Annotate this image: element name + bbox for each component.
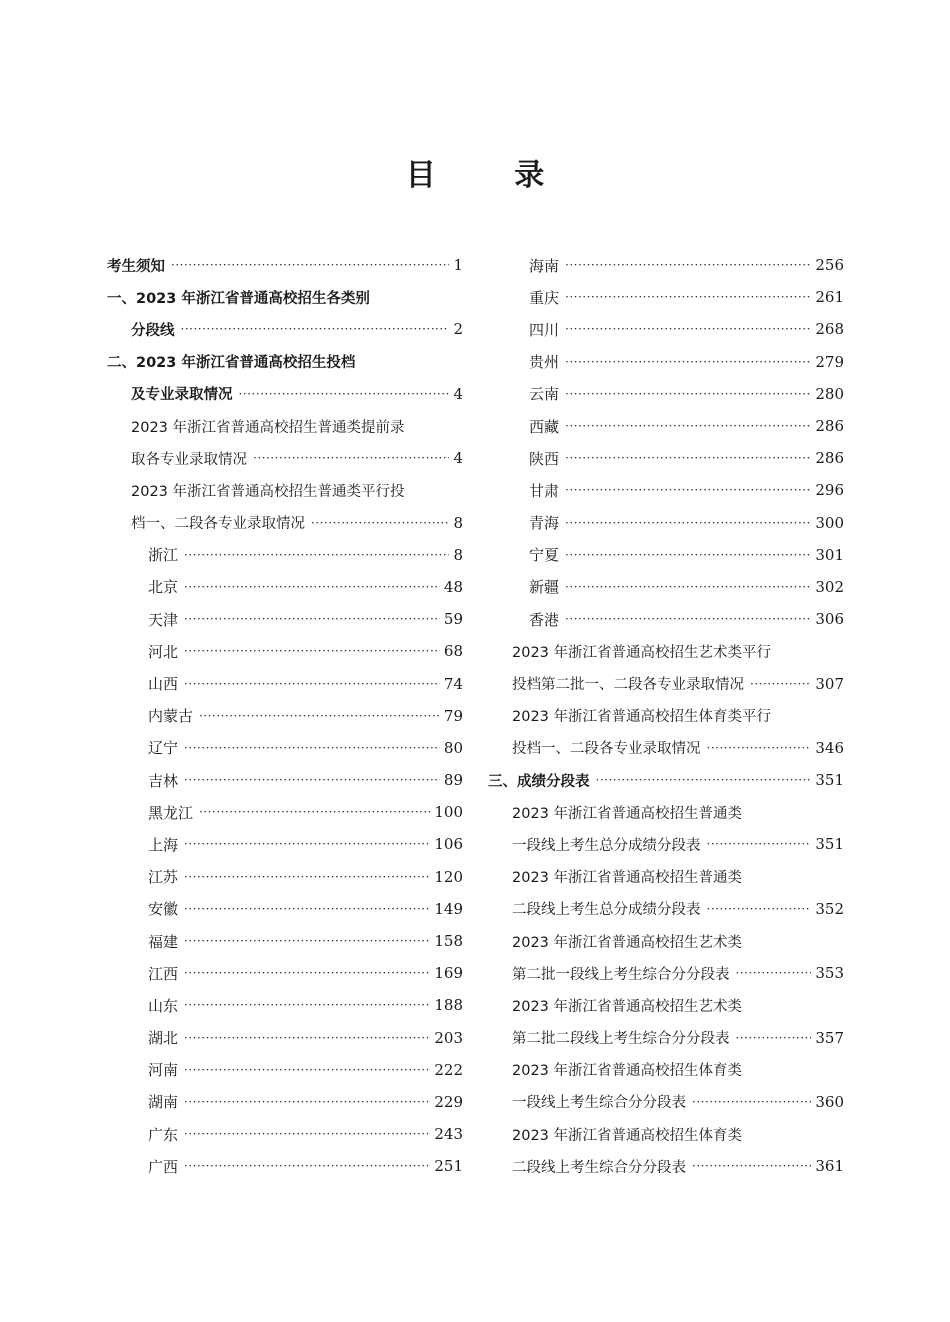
toc-entry-title: 取各专业录取情况: [131, 451, 247, 468]
toc-entry[interactable]: [488, 346, 844, 378]
toc-leader-dots: [184, 579, 440, 595]
toc-entry[interactable]: [488, 1118, 844, 1150]
toc-entry-title: 云南: [529, 385, 560, 404]
toc-entry-page: 300: [815, 513, 844, 532]
toc-leader-dots: [184, 933, 430, 949]
toc-entry-title: 及专业录取情况: [131, 387, 233, 404]
toc-entry-title: 一段线上考生总分成绩分段表: [512, 837, 701, 854]
toc-entry[interactable]: [488, 313, 844, 345]
toc-entry[interactable]: [107, 571, 463, 603]
toc-leader-dots: [565, 611, 811, 627]
toc-entry-page: 301: [815, 545, 844, 564]
toc-leader-dots: [750, 676, 811, 692]
toc-entry-page: 357: [815, 1028, 844, 1047]
toc-entry-title: 河北: [148, 642, 179, 661]
toc-entry-page: 4: [453, 384, 463, 403]
toc-leader-dots: [565, 321, 811, 337]
toc-entry-title: 2023 年浙江省普通高校招生艺术类: [512, 934, 743, 951]
toc-entry-page: 59: [443, 610, 463, 629]
toc-leader-dots: [184, 836, 430, 852]
toc-entry-page: 306: [815, 610, 844, 629]
toc-entry-page: 222: [434, 1060, 463, 1079]
toc-entry-page: 149: [434, 899, 463, 918]
toc-entry[interactable]: [107, 1086, 463, 1118]
toc-entry[interactable]: [488, 893, 844, 925]
toc-entry[interactable]: [107, 442, 463, 474]
toc-entry-title: 二段线上考生总分成绩分段表: [512, 902, 701, 919]
toc-entry-title: 新疆: [529, 578, 560, 597]
toc-leader-dots: [565, 547, 811, 563]
toc-entry-title: 安徽: [148, 900, 179, 919]
toc-entry-page: 346: [815, 738, 844, 757]
toc-leader-dots: [253, 450, 449, 466]
toc-entry-page: 100: [434, 803, 463, 822]
toc-entry-title: 四川: [529, 320, 560, 339]
toc-entry-page: 158: [434, 932, 463, 951]
toc-leader-dots: [184, 1126, 430, 1142]
toc-entry-page: 360: [815, 1092, 844, 1111]
toc-entry-title: 海南: [529, 256, 560, 275]
toc-leader-dots: [199, 708, 440, 724]
toc-entry-title: 江西: [148, 964, 179, 983]
toc-leader-dots: [692, 1094, 811, 1110]
toc-entry-page: 256: [815, 256, 844, 275]
toc-entry-page: 2: [453, 320, 463, 339]
toc-entry[interactable]: [488, 249, 844, 281]
toc-entry-title: 分段线: [131, 322, 175, 339]
toc-leader-dots: [184, 1158, 430, 1174]
toc-leader-dots: [184, 869, 430, 885]
toc-leader-dots: [596, 772, 812, 788]
toc-right-column: [488, 249, 844, 1182]
toc-entry-title: 广东: [148, 1125, 179, 1144]
toc-entry-page: 352: [815, 899, 844, 918]
toc-leader-dots: [565, 386, 811, 402]
toc-leader-dots: [184, 740, 440, 756]
toc-leader-dots: [692, 1158, 811, 1174]
toc-entry-title: 投档第二批一、二段各专业录取情况: [512, 677, 744, 694]
toc-entry-title: 江苏: [148, 868, 179, 887]
toc-entry-page: 280: [815, 384, 844, 403]
toc-leader-dots: [199, 804, 430, 820]
toc-entry[interactable]: [107, 474, 463, 506]
toc-entry-title: 浙江: [148, 546, 179, 565]
toc-entry-title: 2023 年浙江省普通高校招生体育类: [512, 1127, 743, 1144]
toc-leader-dots: [184, 772, 440, 788]
toc-entry[interactable]: [107, 378, 463, 410]
toc-leader-dots: [565, 418, 811, 434]
toc-entry-title: 投档一、二段各专业录取情况: [512, 741, 701, 758]
toc-entry-page: 307: [815, 674, 844, 693]
toc-entry-page: 251: [434, 1157, 463, 1176]
toc-entry-title: 河南: [148, 1061, 179, 1080]
toc-entry[interactable]: [488, 861, 844, 893]
toc-entry-title: 三、成绩分段表: [488, 773, 590, 790]
toc-entry[interactable]: [107, 893, 463, 925]
toc-leader-dots: [311, 515, 449, 531]
toc-entry[interactable]: [488, 507, 844, 539]
toc-leader-dots: [565, 289, 811, 305]
toc-entry-page: 261: [815, 288, 844, 307]
toc-entry[interactable]: [488, 989, 844, 1021]
toc-leader-dots: [184, 1094, 430, 1110]
toc-entry-title: 北京: [148, 578, 179, 597]
toc-entry[interactable]: [107, 700, 463, 732]
toc-entry[interactable]: [488, 410, 844, 442]
toc-entry[interactable]: [107, 313, 463, 345]
toc-entry[interactable]: [488, 1054, 844, 1086]
toc-leader-dots: [171, 257, 449, 273]
toc-entry-page: 68: [443, 642, 463, 661]
toc-entry[interactable]: [107, 796, 463, 828]
toc-entry-title: 西藏: [529, 417, 560, 436]
toc-entry-page: 229: [434, 1092, 463, 1111]
toc-entry[interactable]: [488, 635, 844, 667]
toc-entry-page: 8: [453, 545, 463, 564]
toc-entry-page: 79: [443, 706, 463, 725]
toc-leader-dots: [184, 1062, 430, 1078]
toc-leader-dots: [565, 450, 811, 466]
toc-entry-page: 8: [453, 513, 463, 532]
toc-leader-dots: [565, 482, 811, 498]
page-title: 目 录: [405, 158, 579, 193]
toc-entry[interactable]: [488, 603, 844, 635]
toc-leader-dots: [184, 676, 440, 692]
toc-entry[interactable]: [488, 539, 844, 571]
toc-entry-page: 120: [434, 867, 463, 886]
toc-entry-title: 湖北: [148, 1029, 179, 1048]
toc-leader-dots: [239, 386, 450, 402]
toc-entry-title: 吉林: [148, 771, 179, 790]
toc-entry[interactable]: [488, 1086, 844, 1118]
toc-entry-title: 陕西: [529, 449, 560, 468]
toc-entry-page: 351: [815, 771, 844, 790]
toc-entry[interactable]: [107, 507, 463, 539]
toc-entry[interactable]: [488, 764, 844, 796]
toc-entry[interactable]: [107, 1054, 463, 1086]
toc-entry-title: 二段线上考生综合分分段表: [512, 1159, 686, 1176]
toc-leader-dots: [184, 1030, 430, 1046]
toc-entry[interactable]: [488, 732, 844, 764]
toc-entry[interactable]: [488, 571, 844, 603]
toc-entry-page: 279: [815, 352, 844, 371]
toc-entry[interactable]: [107, 346, 463, 378]
toc-entry-title: 福建: [148, 932, 179, 951]
toc-entry-title: 档一、二段各专业录取情况: [131, 516, 305, 533]
toc-entry[interactable]: [488, 442, 844, 474]
toc-entry-title: 2023 年浙江省普通高校招生普通类平行投: [131, 483, 405, 500]
toc-entry-title: 2023 年浙江省普通高校招生普通类提前录: [131, 419, 405, 436]
toc-entry-title: 二、2023 年浙江省普通高校招生投档: [107, 355, 356, 372]
toc-entry-page: 296: [815, 481, 844, 500]
toc-entry-page: 361: [815, 1157, 844, 1176]
toc-entry[interactable]: [107, 925, 463, 957]
toc-entry-page: 169: [434, 964, 463, 983]
toc-entry-page: 188: [434, 996, 463, 1015]
toc-entry[interactable]: [107, 732, 463, 764]
toc-entry[interactable]: [488, 796, 844, 828]
toc-entry[interactable]: [107, 1150, 463, 1182]
toc-entry[interactable]: [488, 378, 844, 410]
toc-entry[interactable]: [107, 667, 463, 699]
toc-leader-dots: [565, 257, 811, 273]
toc-leader-dots: [707, 901, 812, 917]
toc-entry[interactable]: [488, 700, 844, 732]
toc-entry-page: 203: [434, 1028, 463, 1047]
toc-entry-title: 山西: [148, 675, 179, 694]
toc-entry[interactable]: [107, 1022, 463, 1054]
toc-entry-title: 天津: [148, 610, 179, 629]
toc-entry-title: 一段线上考生综合分分段表: [512, 1095, 686, 1112]
toc-entry[interactable]: [488, 281, 844, 313]
toc-entry-title: 上海: [148, 835, 179, 854]
toc-entry-title: 辽宁: [148, 739, 179, 758]
toc-entry-title: 2023 年浙江省普通高校招生艺术类: [512, 998, 743, 1015]
toc-entry-title: 第二批二段线上考生综合分分段表: [512, 1031, 730, 1048]
toc-entry-page: 286: [815, 417, 844, 436]
toc-entry[interactable]: [107, 1118, 463, 1150]
toc-entry-page: 286: [815, 449, 844, 468]
toc-entry[interactable]: [107, 410, 463, 442]
toc-leader-dots: [184, 547, 449, 563]
toc-leader-dots: [181, 321, 450, 337]
toc-entry[interactable]: [488, 1022, 844, 1054]
toc-entry-page: 74: [443, 674, 463, 693]
toc-entry[interactable]: [488, 957, 844, 989]
toc-entry[interactable]: [107, 249, 463, 281]
toc-entry-page: 106: [434, 835, 463, 854]
toc-entry[interactable]: [107, 828, 463, 860]
toc-entry-title: 湖南: [148, 1093, 179, 1112]
toc-entry-title: 贵州: [529, 353, 560, 372]
toc-entry-title: 2023 年浙江省普通高校招生普通类: [512, 870, 743, 887]
toc-leader-dots: [565, 354, 811, 370]
toc-entry-page: 48: [443, 577, 463, 596]
toc-entry[interactable]: [488, 925, 844, 957]
toc-entry[interactable]: [107, 635, 463, 667]
toc-entry-title: 宁夏: [529, 546, 560, 565]
toc-left-column: [107, 249, 463, 1182]
toc-entry-page: 80: [443, 738, 463, 757]
toc-entry-page: 4: [453, 449, 463, 468]
toc-entry-title: 青海: [529, 514, 560, 533]
toc-entry-title: 2023 年浙江省普通高校招生体育类: [512, 1063, 743, 1080]
toc-leader-dots: [184, 965, 430, 981]
toc-entry[interactable]: [107, 764, 463, 796]
toc-entry-title: 第二批一段线上考生综合分分段表: [512, 966, 730, 983]
toc-leader-dots: [707, 740, 812, 756]
toc-entry-title: 香港: [529, 610, 560, 629]
toc-entry-page: 302: [815, 577, 844, 596]
toc-entry[interactable]: [488, 667, 844, 699]
toc-entry-title: 2023 年浙江省普通高校招生普通类: [512, 805, 743, 822]
toc-entry[interactable]: [488, 828, 844, 860]
toc-entry[interactable]: [107, 603, 463, 635]
toc-leader-dots: [565, 579, 811, 595]
toc-entry-page: 353: [815, 964, 844, 983]
toc-entry-title: 甘肃: [529, 481, 560, 500]
toc-entry-page: 89: [443, 771, 463, 790]
toc-leader-dots: [184, 611, 440, 627]
toc-entry-page: 243: [434, 1125, 463, 1144]
toc-entry-title: 黑龙江: [148, 803, 194, 822]
toc-entry-title: 重庆: [529, 288, 560, 307]
toc-entry-title: 考生须知: [107, 258, 165, 275]
toc-leader-dots: [707, 836, 812, 852]
toc-entry[interactable]: [488, 474, 844, 506]
toc-leader-dots: [184, 901, 430, 917]
toc-entry[interactable]: [107, 539, 463, 571]
toc-entry-page: 351: [815, 835, 844, 854]
toc-leader-dots: [184, 997, 430, 1013]
toc-entry[interactable]: [107, 861, 463, 893]
toc-entry-title: 2023 年浙江省普通高校招生体育类平行: [512, 709, 772, 726]
toc-entry[interactable]: [488, 1150, 844, 1182]
toc-entry-page: 268: [815, 320, 844, 339]
toc-entry-title: 山东: [148, 996, 179, 1015]
toc-entry-title: 内蒙古: [148, 707, 194, 726]
toc-entry-title: 一、2023 年浙江省普通高校招生各类别: [107, 290, 370, 307]
toc-leader-dots: [736, 965, 812, 981]
toc-leader-dots: [736, 1030, 812, 1046]
toc-entry[interactable]: [107, 281, 463, 313]
toc-entry-title: 广西: [148, 1157, 179, 1176]
toc-leader-dots: [184, 643, 440, 659]
toc-entry[interactable]: [107, 957, 463, 989]
toc-entry-title: 2023 年浙江省普通高校招生艺术类平行: [512, 644, 772, 661]
toc-leader-dots: [565, 515, 811, 531]
toc-entry-page: 1: [453, 256, 463, 275]
toc-entry[interactable]: [107, 989, 463, 1021]
